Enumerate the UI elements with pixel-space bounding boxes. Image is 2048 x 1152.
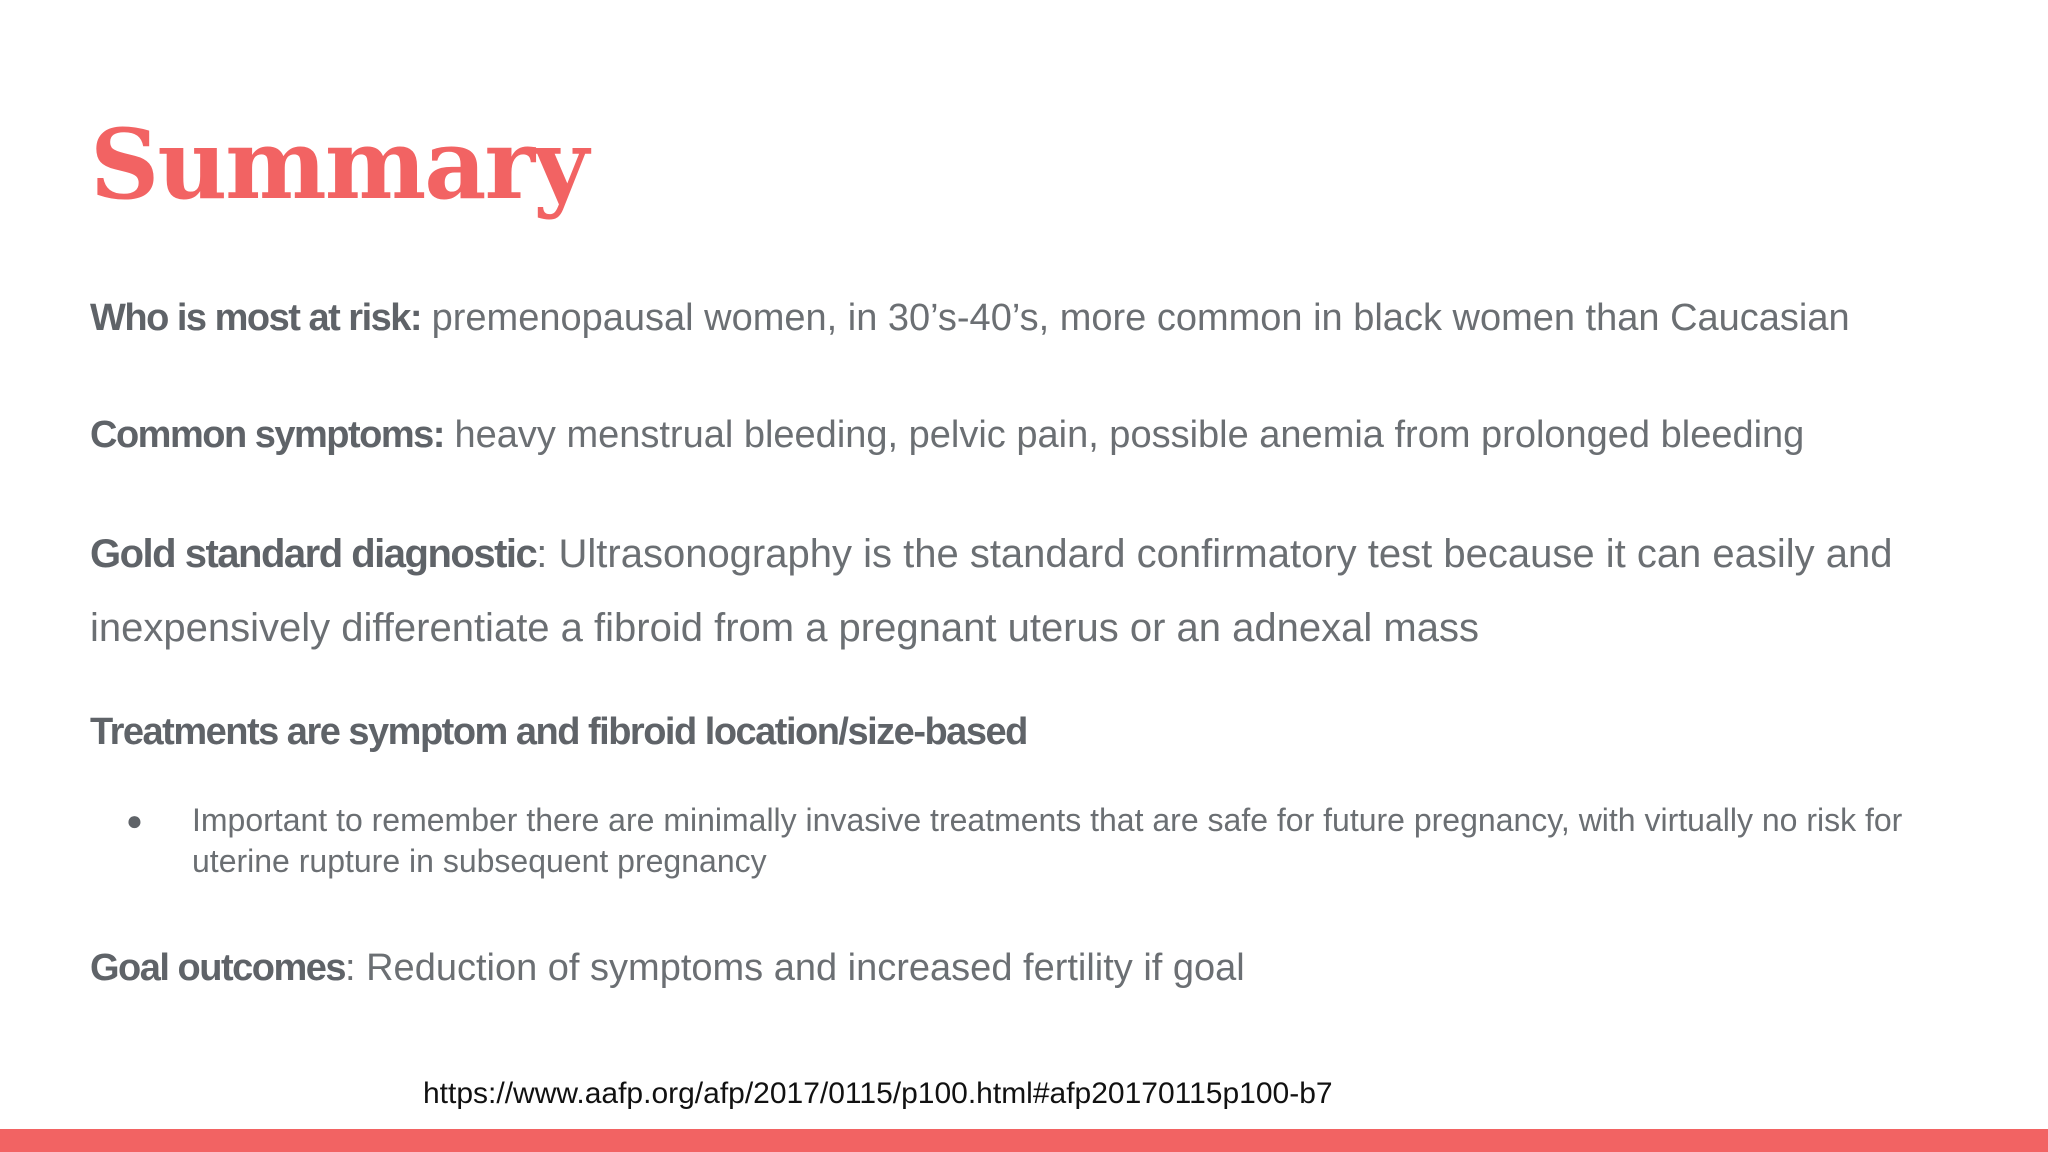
goal-label: Goal outcomes	[90, 947, 345, 989]
diagnostic-text-1: : Ultrasonography is the standard confirmatory test because it can easily and	[536, 532, 1893, 576]
goal-line	[90, 944, 1245, 992]
treatments-heading	[90, 708, 1027, 756]
treatments-label: Treatments are symptom and fibroid location/size-based	[90, 711, 1027, 753]
bullet-text: Important to remember there are minimally invasive treatments that are safe for future pregnancy, with virtually no risk for uterine rupture in subsequent pregnancy	[192, 802, 1903, 879]
symptoms-line	[90, 411, 1804, 459]
diagnostic-text-2: inexpensively differentiate a fibroid from a pregnant uterus or an adnexal mass	[90, 606, 1479, 650]
symptoms-label: Common symptoms:	[90, 414, 444, 456]
risk-label: Who is most at risk:	[90, 297, 422, 339]
list-item	[126, 800, 1926, 882]
source-link[interactable]: https://www.aafp.org/afp/2017/0115/p100.html#afp20170115p100-b7	[423, 1077, 1333, 1110]
bullet-icon: ●	[126, 805, 143, 836]
symptoms-text: heavy menstrual bleeding, pelvic pain, possible anemia from prolonged bleeding	[443, 414, 1805, 456]
slide-title: Summary	[90, 108, 587, 221]
goal-text: : Reduction of symptoms and increased fertility if goal	[345, 947, 1245, 989]
risk-text: premenopausal women, in 30’s-40’s, more common in black women than Caucasian	[421, 297, 1850, 339]
treatments-bullet-list	[126, 800, 1926, 882]
risk-line	[90, 294, 1850, 342]
diagnostic-label: Gold standard diagnostic	[90, 532, 537, 576]
diagnostic-line-2	[90, 604, 1479, 652]
accent-bar	[0, 1129, 2048, 1152]
diagnostic-line-1	[90, 530, 1893, 578]
